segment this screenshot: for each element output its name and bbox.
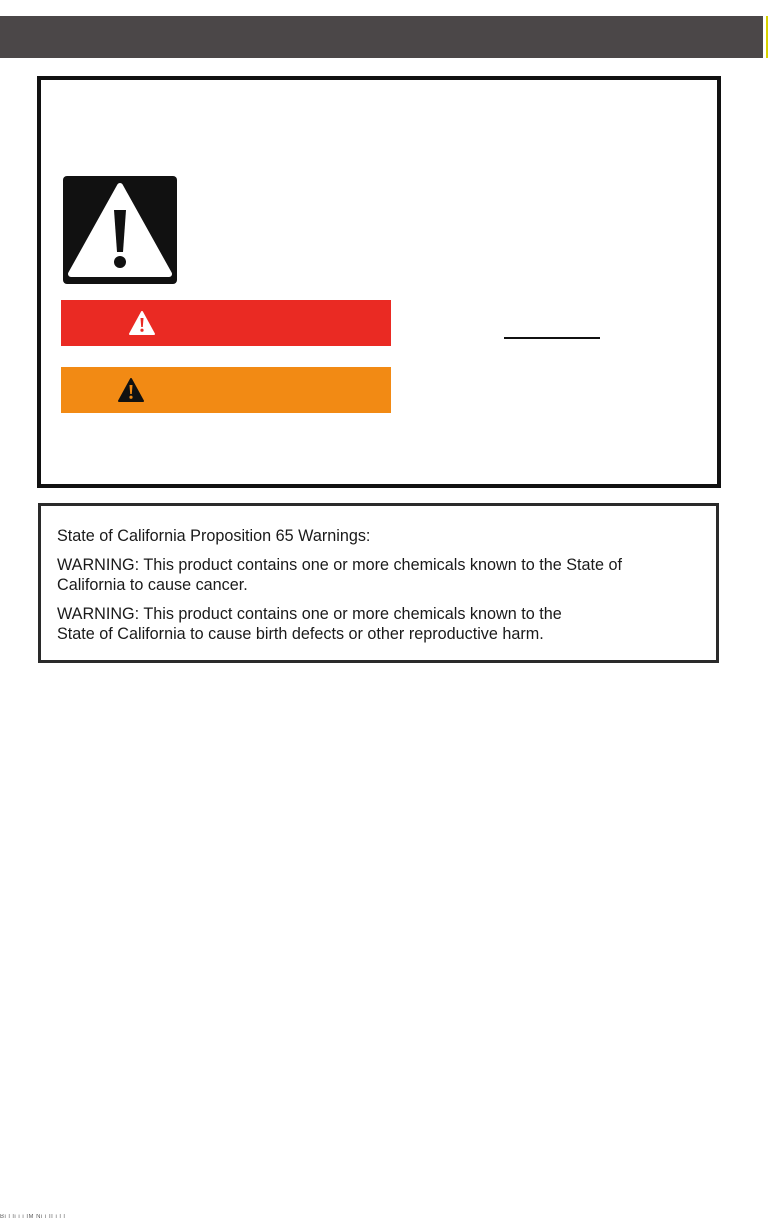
warning-signal-bar <box>61 367 391 413</box>
triangle-exclamation-icon <box>128 310 156 336</box>
prop65-warning-box <box>38 503 719 663</box>
reproductive-warning <box>57 604 707 644</box>
cancer-warning-line-2: California to cause cancer. <box>57 576 248 594</box>
danger-signal-bar <box>61 300 391 346</box>
prop65-title: State of California Proposition 65 Warnings: <box>57 527 371 545</box>
reproductive-warning-line-2: State of California to cause birth defects or other reproductive harm. <box>57 625 544 643</box>
prop65-text <box>57 526 707 653</box>
header-bar <box>0 16 763 58</box>
cancer-warning <box>57 555 707 595</box>
footer-print-code: Bi l li i i IM Ni i II i l l <box>0 1214 66 1220</box>
triangle-exclamation-icon <box>117 377 145 403</box>
underline-rule <box>504 337 600 339</box>
safety-alert-symbol-icon <box>63 176 177 284</box>
product-safety-box <box>37 76 721 488</box>
edge-marker <box>766 16 768 58</box>
cancer-warning-line-1: WARNING: This product contains one or more chemicals known to the State of <box>57 556 623 574</box>
reproductive-warning-line-1: WARNING: This product contains one or more chemicals known to the <box>57 605 562 623</box>
